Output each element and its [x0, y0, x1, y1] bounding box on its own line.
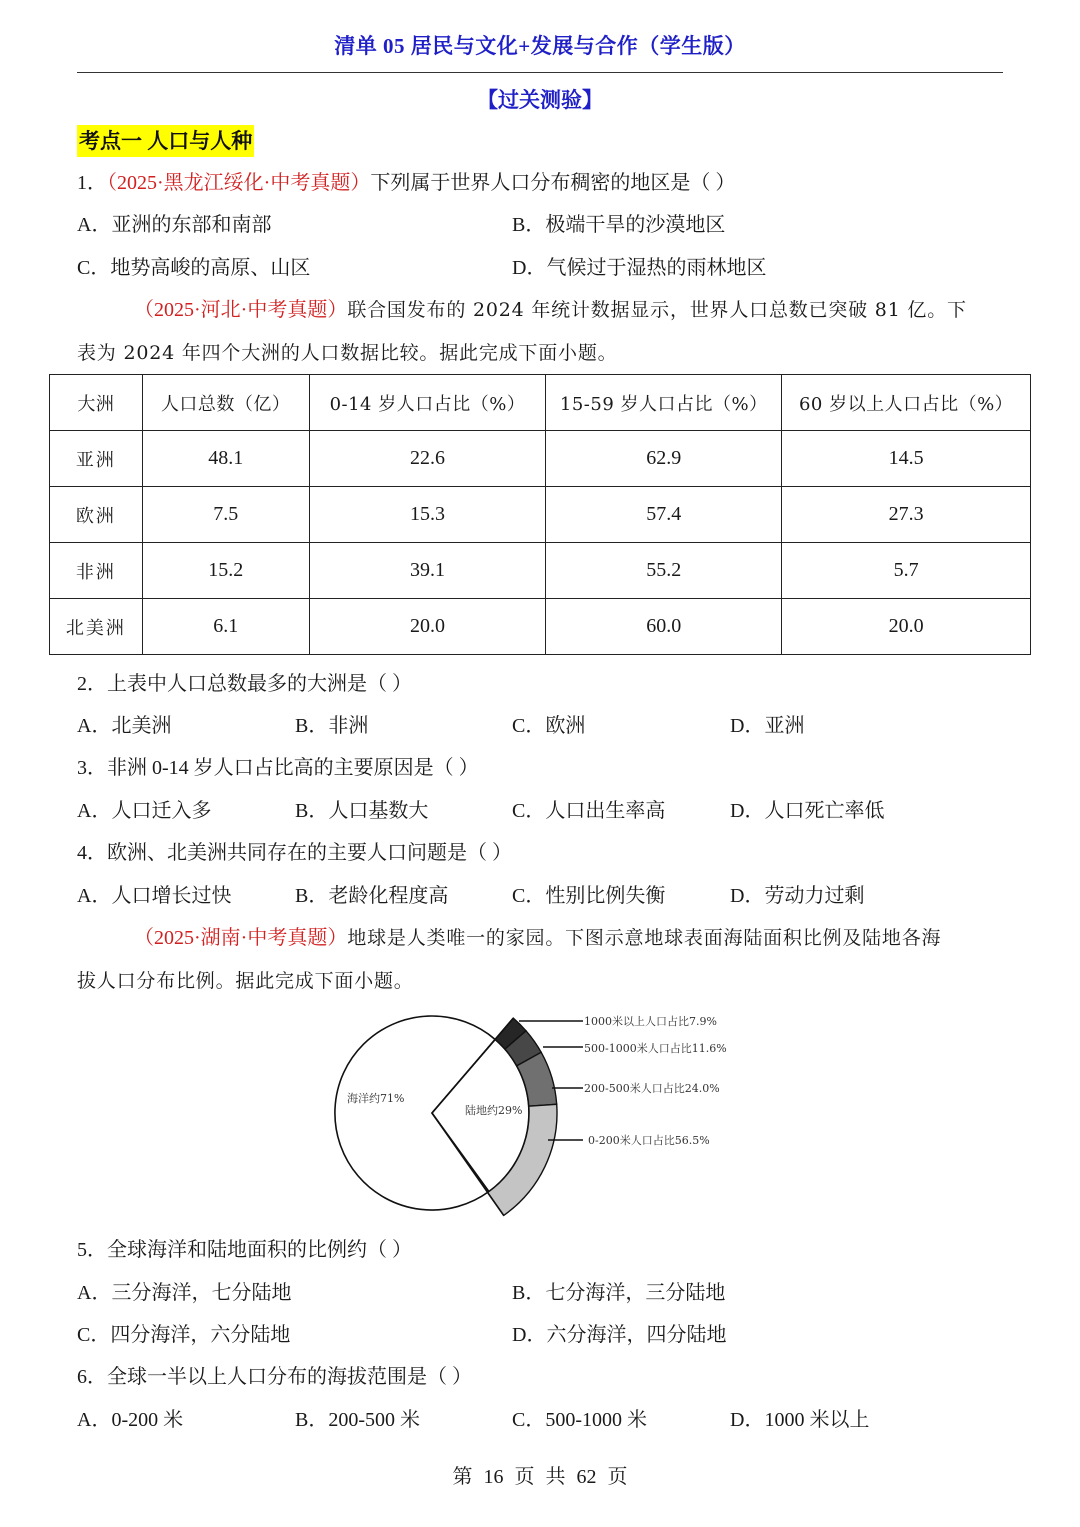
continent-cell: 非洲 [50, 543, 143, 599]
q3-option-c[interactable]: C．人口出生率高 [512, 800, 666, 822]
q5-option-d[interactable]: D．六分海洋，四分陆地 [512, 1324, 727, 1346]
header-cell: 60 岁以上人口占比（%） [782, 375, 1031, 431]
passage-source: （2025·河北·中考真题） [134, 299, 348, 321]
q4-option-a[interactable]: A．人口增长过快 [77, 885, 232, 907]
continent-cell: 北美洲 [50, 599, 143, 655]
label-over-1000m: 1000米以上人口占比7.9% [584, 1015, 717, 1028]
q2-option-c[interactable]: C．欧洲 [512, 715, 586, 737]
question-6: 6．全球一半以上人口分布的海拔范围是（ ） [77, 1366, 472, 1388]
q1-option-d[interactable]: D．气候过于湿热的雨林地区 [512, 257, 767, 279]
q5-option-c[interactable]: C．四分海洋，六分陆地 [77, 1324, 291, 1346]
passage-1-line-2: 表为 2024 年四个大洲的人口数据比较。据此完成下面小题。 [77, 342, 618, 364]
table-cell: 62.9 [546, 431, 782, 487]
q1-option-c[interactable]: C．地势高峻的高原、山区 [77, 257, 311, 279]
q1-option-a[interactable]: A．亚洲的东部和南部 [77, 214, 272, 236]
table-cell: 39.1 [309, 543, 546, 599]
label-200-500m: 200-500米人口占比24.0% [584, 1082, 720, 1095]
label-0-200m: 0-200米人口占比56.5% [588, 1134, 710, 1147]
q2-option-a[interactable]: A．北美洲 [77, 715, 172, 737]
document-title: 清单 05 居民与文化+发展与合作（学生版） [334, 34, 746, 58]
table-cell: 20.0 [782, 599, 1031, 655]
passage-2-line-2: 拔人口分布比例。据此完成下面小题。 [77, 970, 414, 992]
q6-option-b[interactable]: B．200-500 米 [295, 1409, 420, 1431]
question-source: （2025·黑龙江绥化·中考真题） [107, 172, 371, 194]
q6-option-a[interactable]: A．0-200 米 [77, 1409, 184, 1431]
ocean-label: 海洋约71% [347, 1092, 405, 1105]
q2-option-d[interactable]: D．亚洲 [730, 715, 805, 737]
label-500-1000m: 500-1000米人口占比11.6% [584, 1042, 727, 1055]
table-cell: 60.0 [546, 599, 782, 655]
table-cell: 14.5 [782, 431, 1031, 487]
q2-option-b[interactable]: B．非洲 [295, 715, 369, 737]
passage-text: 联合国发布的 2024 年统计数据显示，世界人口总数已突破 81 亿。下 [347, 299, 967, 321]
q5-option-b[interactable]: B．七分海洋，三分陆地 [512, 1282, 726, 1304]
continent-cell: 亚洲 [50, 431, 143, 487]
q6-option-d[interactable]: D．1000 米以上 [730, 1409, 870, 1431]
table-cell: 57.4 [546, 487, 782, 543]
q6-option-c[interactable]: C．500-1000 米 [512, 1409, 647, 1431]
question-4: 4．欧洲、北美洲共同存在的主要人口问题是（ ） [77, 842, 512, 864]
q3-option-a[interactable]: A．人口迁入多 [77, 800, 212, 822]
header-cell: 0-14 岁人口占比（%） [309, 375, 546, 431]
passage-text: 地球是人类唯一的家园。下图示意地球表面海陆面积比例及陆地各海 [347, 927, 942, 949]
table-cell: 15.2 [142, 543, 309, 599]
continent-cell: 欧洲 [50, 487, 143, 543]
table-cell: 48.1 [142, 431, 309, 487]
table-cell: 55.2 [546, 543, 782, 599]
land-label: 陆地约29% [465, 1104, 523, 1117]
q1-option-b[interactable]: B．极端干旱的沙漠地区 [512, 214, 726, 236]
passage-source: （2025·湖南·中考真题） [134, 927, 348, 949]
header-cell: 大洲 [50, 375, 143, 431]
q4-option-b[interactable]: B．老龄化程度高 [295, 885, 449, 907]
question-2: 2．上表中人口总数最多的大洲是（ ） [77, 673, 412, 695]
header-cell: 人口总数（亿） [142, 375, 309, 431]
q3-option-d[interactable]: D．人口死亡率低 [730, 800, 885, 822]
q3-option-b[interactable]: B．人口基数大 [295, 800, 429, 822]
question-3: 3．非洲 0-14 岁人口占比高的主要原因是（ ） [77, 757, 479, 779]
q4-option-c[interactable]: C．性别比例失衡 [512, 885, 666, 907]
question-number: 1． [77, 172, 107, 194]
table-cell: 20.0 [309, 599, 546, 655]
q4-option-d[interactable]: D．劳动力过剩 [730, 885, 865, 907]
header-cell: 15-59 岁人口占比（%） [546, 375, 782, 431]
question-5: 5．全球海洋和陆地面积的比例约（ ） [77, 1239, 412, 1261]
section-title: 【过关测验】 [477, 88, 603, 112]
table-cell: 6.1 [142, 599, 309, 655]
q5-option-a[interactable]: A．三分海洋，七分陆地 [77, 1282, 292, 1304]
page-number: 第 16 页 共 62 页 [452, 1466, 628, 1488]
table-cell: 22.6 [309, 431, 546, 487]
question-stem: 下列属于世界人口分布稠密的地区是（ ） [370, 172, 736, 194]
topic-heading: 考点一 人口与人种 [77, 125, 254, 157]
table-cell: 15.3 [309, 487, 546, 543]
table-cell: 27.3 [782, 487, 1031, 543]
table-cell: 5.7 [782, 543, 1031, 599]
table-cell: 7.5 [142, 487, 309, 543]
